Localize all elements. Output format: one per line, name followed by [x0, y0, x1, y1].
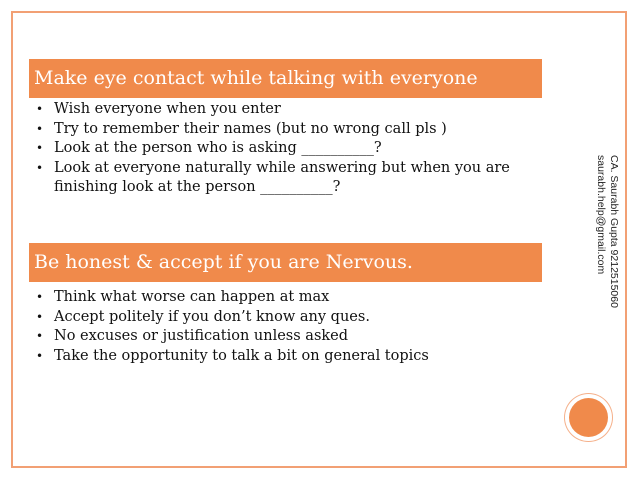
list-item [33, 100, 513, 120]
bullet-text: Wish everyone when you enter [54, 101, 281, 117]
author-credit [594, 155, 620, 308]
bullet-list-eye-contact [33, 100, 513, 198]
list-item [33, 308, 513, 328]
bullet-text: Take the opportunity to talk a bit on general topics [54, 347, 429, 364]
bullet-text: No excuses or justification unless asked [54, 328, 349, 344]
bullet-icon: • [36, 290, 44, 304]
bullet-list-honesty [33, 288, 513, 366]
section-title-eye-contact: Make eye contact while talking with everyone [29, 59, 542, 98]
frame-top-border [11, 11, 627, 13]
section-title-honesty: Be honest & accept if you are Nervous. [29, 243, 542, 282]
list-item [33, 120, 513, 140]
list-item [33, 327, 513, 347]
list-item [33, 159, 513, 198]
bullet-icon: • [36, 102, 44, 116]
bullet-text: Look at the person who is asking __________? [54, 140, 382, 156]
list-item [33, 288, 513, 308]
bullet-icon: • [36, 348, 44, 363]
bullet-icon: • [36, 329, 44, 343]
decorative-circle-icon [569, 398, 608, 437]
bullet-text: Think what worse can happen at max [54, 289, 330, 305]
bullet-text: Accept politely if you don’t know any ques. [54, 308, 370, 325]
list-item [33, 347, 513, 367]
bullet-text: Try to remember their names (but no wrong call pls ) [54, 120, 447, 137]
author-name-phone: CA. Saurabh Gupta 9212515060 [608, 155, 620, 308]
bullet-text: Look at everyone naturally while answering but when you are finishing look at the person __________? [54, 159, 510, 195]
frame-bottom-border [11, 466, 627, 468]
bullet-icon: • [36, 309, 44, 324]
bullet-icon: • [36, 160, 44, 175]
bullet-icon: • [36, 121, 44, 136]
list-item [33, 139, 513, 159]
author-email: saurabh.help@gmail.com [595, 155, 607, 275]
bullet-icon: • [36, 141, 44, 155]
